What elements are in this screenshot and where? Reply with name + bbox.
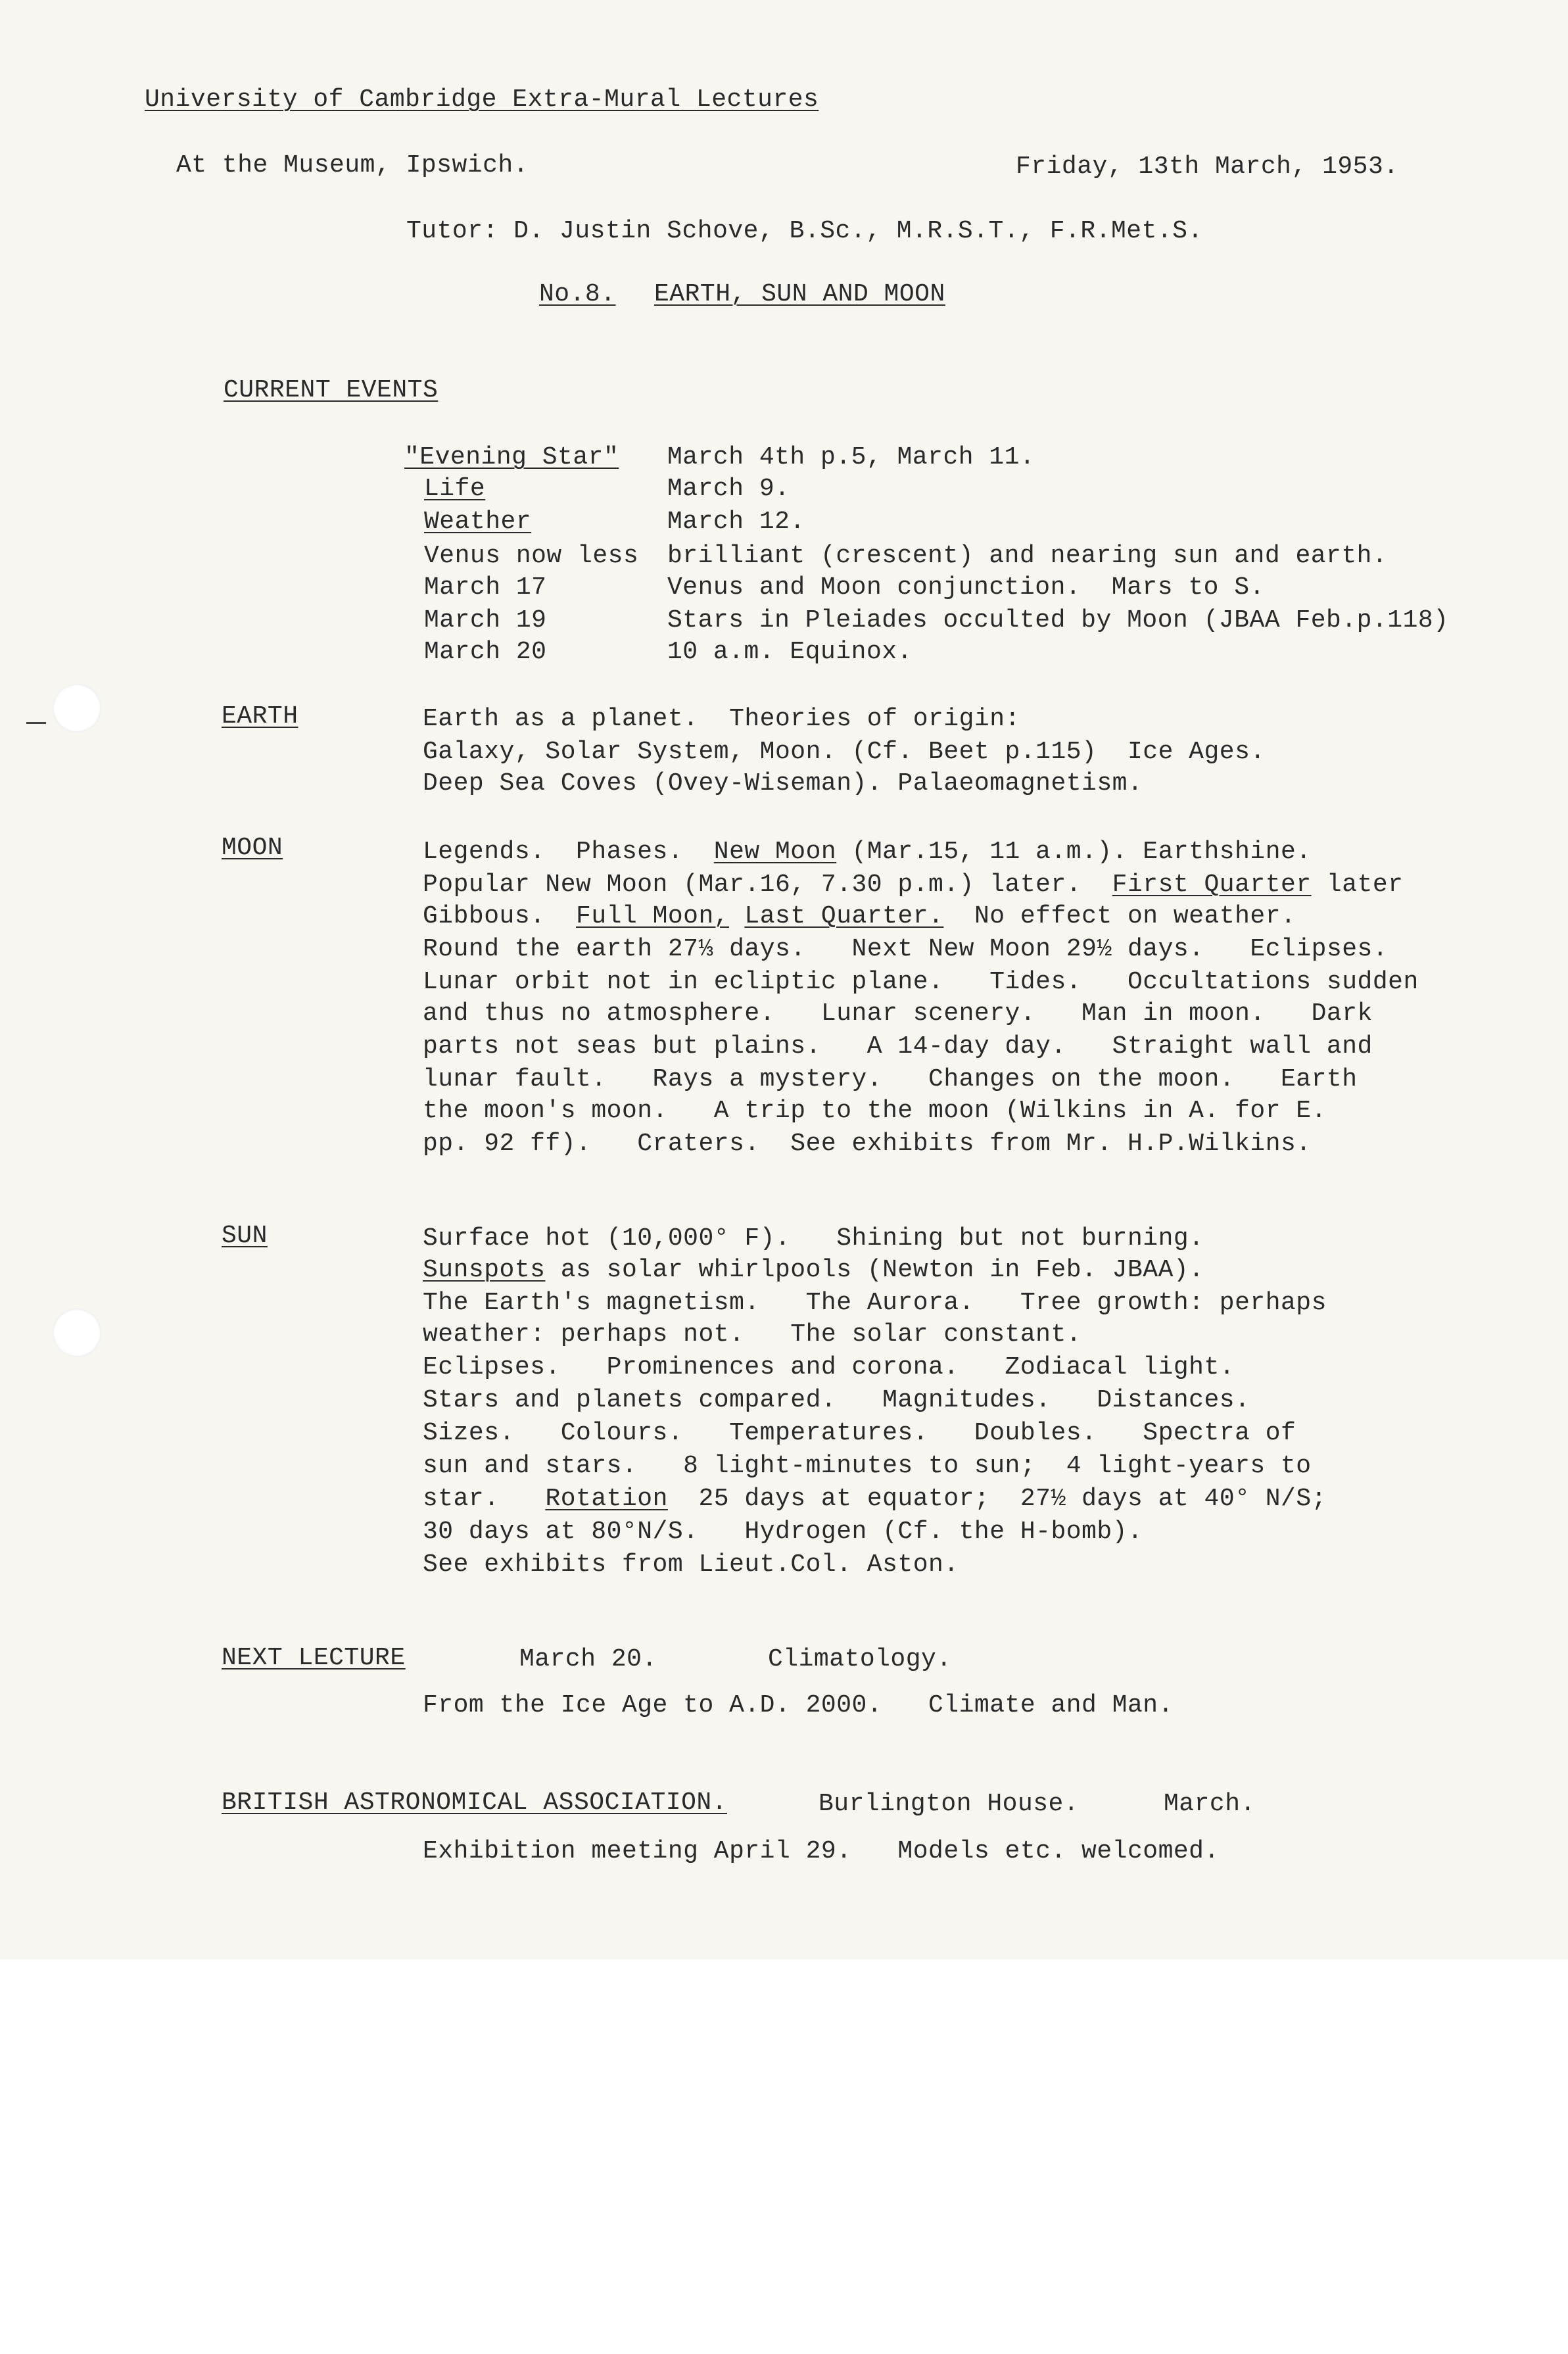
next-lecture-date: March 20.	[519, 1645, 657, 1673]
university-title: University of Cambridge Extra-Mural Lectures	[145, 85, 819, 114]
sun-line: See exhibits from Lieut.Col. Aston.	[423, 1550, 959, 1579]
moon-keyword: New Moon	[713, 838, 837, 866]
moon-line: pp. 92 ff). Craters. See exhibits from Mr. H.P.Wilkins.	[423, 1130, 1312, 1158]
next-lecture-detail: From the Ice Age to A.D. 2000. Climate and Man.	[423, 1691, 1174, 1719]
current-events-heading: CURRENT EVENTS	[224, 376, 439, 404]
event-text: brilliant (crescent) and nearing sun and earth.	[667, 542, 1388, 570]
baa-detail: Exhibition meeting April 29. Models etc. welcomed.	[423, 1837, 1220, 1865]
event-label: March 19	[424, 606, 547, 635]
event-label: Life	[424, 475, 486, 503]
earth-line: Galaxy, Solar System, Moon. (Cf. Beet p.115) Ice Ages.	[423, 738, 1266, 766]
event-label: March 20	[424, 638, 547, 666]
moon-text: Round the earth 27	[423, 935, 699, 963]
baa-place: Burlington House.	[819, 1790, 1080, 1818]
event-text: March 9.	[667, 475, 790, 503]
earth-line: Earth as a planet. Theories of origin:	[423, 705, 1020, 733]
fraction: ½	[1097, 935, 1112, 963]
tutor-line: Tutor: D. Justin Schove, B.Sc., M.R.S.T., F.R.Met.S.	[406, 217, 1203, 245]
next-lecture-heading: NEXT LECTURE	[222, 1644, 406, 1672]
moon-heading: MOON	[222, 834, 283, 862]
earth-heading: EARTH	[222, 702, 298, 731]
moon-line	[423, 869, 1403, 901]
sun-text: star.	[423, 1485, 546, 1513]
venue: At the Museum, Ipswich.	[176, 151, 529, 180]
sun-line: Stars and planets compared. Magnitudes. Distances.	[423, 1386, 1250, 1414]
event-label: March 17	[424, 573, 547, 602]
moon-line: Lunar orbit not in ecliptic plane. Tides. Occultations sudden	[423, 968, 1419, 996]
lecture-title: EARTH, SUN AND MOON	[654, 280, 945, 308]
sun-line: Sizes. Colours. Temperatures. Doubles. Spectra of	[423, 1419, 1296, 1447]
punch-hole-bottom	[53, 1309, 101, 1357]
moon-keyword: Last Quarter.	[744, 902, 944, 930]
sun-text: 25 days at equator; 27	[667, 1485, 1051, 1513]
sun-line: weather: perhaps not. The solar constant.	[423, 1320, 1082, 1349]
moon-text: days. Next New Moon 29	[713, 935, 1097, 963]
earth-line: Deep Sea Coves (Ovey-Wiseman). Palaeomagnetism.	[423, 769, 1143, 798]
sun-line: Surface hot (10,000° F). Shining but not burning.	[423, 1224, 1204, 1253]
sun-text: days at 40° N/S;	[1066, 1485, 1327, 1513]
event-label: Weather	[424, 508, 532, 536]
sun-keyword: Rotation	[545, 1485, 668, 1513]
sun-line: Eclipses. Prominences and corona. Zodiacal light.	[423, 1353, 1235, 1381]
moon-line	[423, 934, 1388, 965]
moon-text	[729, 902, 744, 930]
event-label: "Evening Star"	[404, 443, 619, 471]
fraction: ⅓	[698, 935, 714, 963]
event-text: Stars in Pleiades occulted by Moon (JBAA Feb.p.118)	[667, 606, 1449, 635]
sun-line: sun and stars. 8 light-minutes to sun; 4 light-years to	[423, 1452, 1312, 1480]
lecture-number: No.8.	[539, 280, 616, 308]
moon-line: parts not seas but plains. A 14-day day. Straight wall and	[423, 1032, 1373, 1061]
moon-text: (Mar.15, 11 a.m.). Earthshine.	[836, 838, 1312, 866]
event-text: March 4th p.5, March 11.	[667, 443, 1035, 471]
sun-line	[423, 1255, 1204, 1286]
margin-mark	[26, 722, 46, 724]
baa-heading: BRITISH ASTRONOMICAL ASSOCIATION.	[222, 1789, 728, 1817]
sun-text: as solar whirlpools (Newton in Feb. JBAA).	[545, 1256, 1204, 1284]
moon-text: later	[1311, 871, 1404, 899]
sun-heading: SUN	[222, 1222, 268, 1250]
moon-text: days. Eclipses.	[1112, 935, 1389, 963]
next-lecture-topic: Climatology.	[768, 1645, 952, 1673]
baa-month: March.	[1164, 1790, 1256, 1818]
moon-text: No effect on weather.	[943, 902, 1296, 930]
fraction: ½	[1051, 1485, 1066, 1513]
punch-hole-top	[53, 684, 101, 733]
event-label: Venus now less	[424, 542, 639, 570]
moon-text: Legends. Phases.	[423, 838, 714, 866]
moon-line: and thus no atmosphere. Lunar scenery. Man in moon. Dark	[423, 999, 1373, 1028]
sun-line	[423, 1483, 1327, 1515]
event-text: March 12.	[667, 508, 805, 536]
sun-line: 30 days at 80°N/S. Hydrogen (Cf. the H-bomb).	[423, 1518, 1143, 1546]
moon-line	[423, 836, 1312, 868]
sun-keyword: Sunspots	[423, 1256, 546, 1284]
moon-line: the moon's moon. A trip to the moon (Wilkins in A. for E.	[423, 1097, 1327, 1125]
moon-text: Popular New Moon (Mar.16, 7.30 p.m.) later.	[423, 871, 1112, 899]
moon-text: Gibbous.	[423, 902, 577, 930]
moon-line: lunar fault. Rays a mystery. Changes on the moon. Earth	[423, 1065, 1358, 1093]
moon-line	[423, 901, 1296, 932]
lecture-date: Friday, 13th March, 1953.	[1016, 153, 1399, 181]
event-text: 10 a.m. Equinox.	[667, 638, 913, 666]
moon-keyword: Full Moon,	[576, 902, 730, 930]
event-text: Venus and Moon conjunction. Mars to S.	[667, 573, 1265, 602]
sun-line: The Earth's magnetism. The Aurora. Tree growth: perhaps	[423, 1289, 1327, 1317]
moon-keyword: First Quarter	[1112, 871, 1312, 899]
